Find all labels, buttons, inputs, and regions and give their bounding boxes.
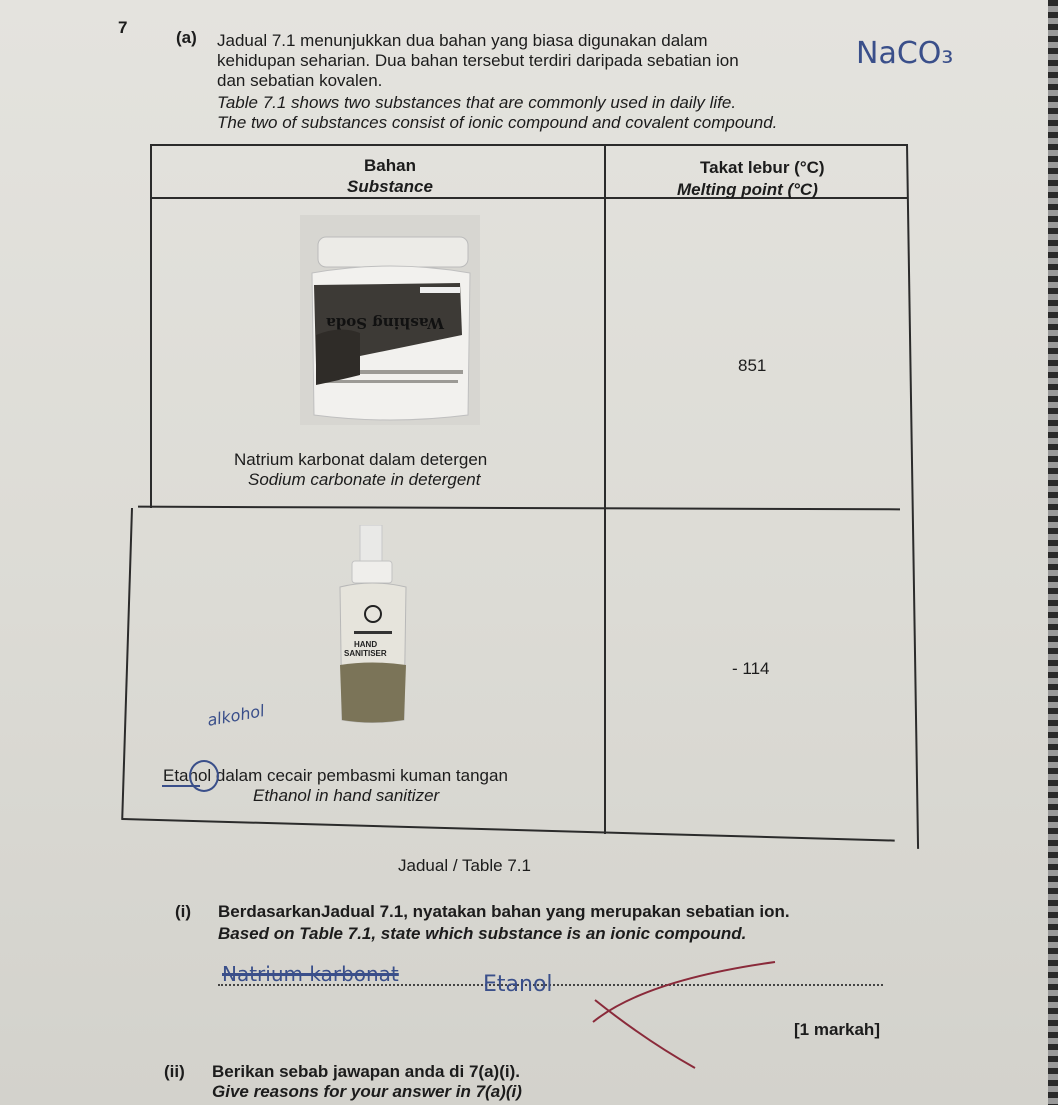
sanitizer-bottle-image xyxy=(330,525,420,725)
table-bottom-border xyxy=(122,818,895,842)
question-english-line-2: The two of substances consist of ionic compound and covalent compound. xyxy=(217,113,778,132)
sanitizer-label-hand: HAND xyxy=(354,640,378,649)
table-caption: Jadual / Table 7.1 xyxy=(398,856,531,875)
part-ii-malay: Berikan sebab jawapan anda di 7(a)(i). xyxy=(212,1062,520,1081)
handwritten-alkohol: alkohol xyxy=(205,701,266,730)
part-i-english: Based on Table 7.1, state which substance is an ionic compound. xyxy=(218,924,747,943)
question-malay-line-1: Jadual 7.1 menunjukkan dua bahan yang biasa digunakan dalam xyxy=(217,31,708,50)
detergent-jar-image xyxy=(300,215,480,425)
table-left-border-bottom xyxy=(121,508,133,820)
detergent-label: Washing Soda xyxy=(326,314,444,332)
melting-point-ethanol: - 114 xyxy=(732,659,770,678)
question-english-line-1: Table 7.1 shows two substances that are commonly used in daily life. xyxy=(217,93,737,112)
table-column-divider xyxy=(604,144,606,834)
substance-2-english: Ethanol in hand sanitizer xyxy=(253,786,440,805)
marks-label: [1 markah] xyxy=(794,1020,880,1039)
header-substance-english: Substance xyxy=(347,177,433,196)
circle-etanol xyxy=(189,760,219,792)
header-melting-malay: Takat lebur (°C) xyxy=(700,158,825,177)
handwritten-formula: NaCO₃ xyxy=(856,36,954,71)
part-i-label: (i) xyxy=(175,902,192,921)
question-number: 7 xyxy=(118,18,128,37)
header-substance-malay: Bahan xyxy=(364,156,416,175)
part-ii-english: Give reasons for your answer in 7(a)(i) xyxy=(212,1082,522,1101)
page-edge-binding xyxy=(1048,0,1058,1105)
table-row-divider xyxy=(138,506,900,511)
answer-cross-mark xyxy=(585,960,785,1070)
question-malay-line-2: kehidupan seharian. Dua bahan tersebut terdiri daripada sebatian ion xyxy=(217,51,739,70)
answer-i: Etanol xyxy=(483,972,553,997)
table-top-border xyxy=(150,144,908,146)
question-part-label: (a) xyxy=(176,28,197,47)
melting-point-sodium-carbonate: 851 xyxy=(738,356,767,375)
substance-2-malay: Etanol dalam cecair pembasmi kuman tangan xyxy=(163,766,508,785)
header-melting-english: Melting point (°C) xyxy=(677,180,818,199)
substance-1-english: Sodium carbonate in detergent xyxy=(248,470,481,489)
answer-crossed-out: Natrium karbonat xyxy=(222,962,399,986)
sanitizer-label-sanitiser: SANITISER xyxy=(344,649,387,658)
part-i-malay: BerdasarkanJadual 7.1, nyatakan bahan yang merupakan sebatian ion. xyxy=(218,902,790,921)
question-malay-line-3: dan sebatian kovalen. xyxy=(217,71,383,90)
table-left-border-top xyxy=(150,144,152,508)
table-right-border xyxy=(906,144,919,849)
part-ii-label: (ii) xyxy=(164,1062,185,1081)
substance-1-malay: Natrium karbonat dalam detergen xyxy=(234,450,488,469)
